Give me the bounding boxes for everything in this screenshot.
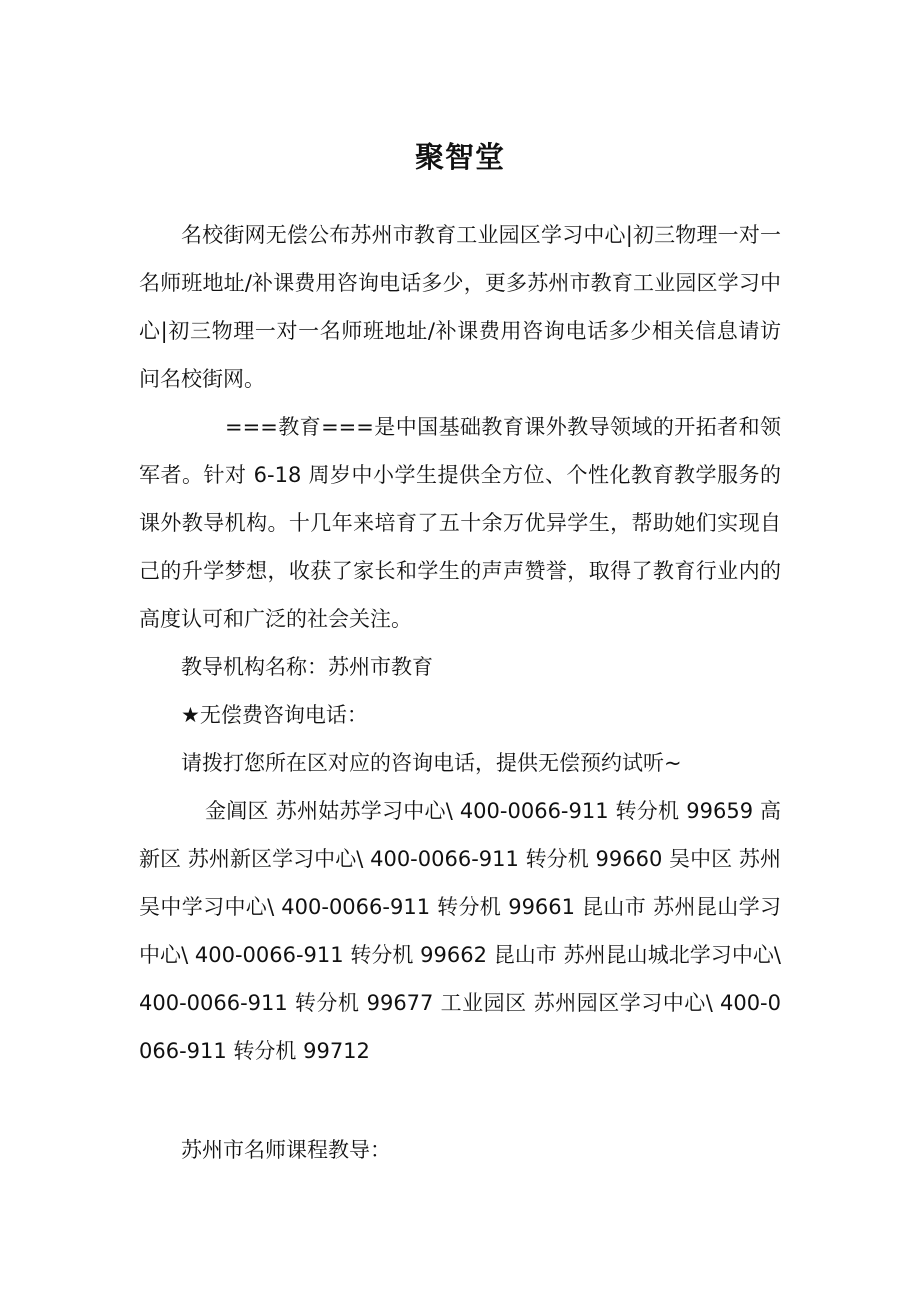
courses-heading: 苏州市名师课程教导： (181, 1138, 391, 1162)
hotline-instruction: 请拨打您所在区对应的咨询电话，提供无偿预约试听~ (181, 751, 682, 775)
about-paragraph: ===教育===是中国基础教育课外教导领域的开拓者和领军者。针对 6-18 周岁中小学生提供全方位、个性化教育教学服务的课外教导机构。十几年来培育了五十余万优异学生，帮助她们实现自己的升学梦想，收获了家长和学生的声声赞誉，取得了教育行业内的高度认可和广泛的社会关注。 (139, 415, 781, 631)
institution-name-line: 教导机构名称：苏州市教育 (181, 655, 433, 679)
intro-paragraph: 名校街网无偿公布苏州市教育工业园区学习中心|初三物理一对一名师班地址/补课费用咨询电话多少，更多苏州市教育工业园区学习中心|初三物理一对一名师班地址/补课费用咨询电话多少相关信息请访问名校街网。 (139, 223, 781, 391)
document-title: 聚智堂 (414, 140, 505, 175)
campus-phone-list: 金阊区 苏州姑苏学习中心\ 400-0066-911 转分机 99659 高新区 苏州新区学习中心\ 400-0066-911 转分机 99660 吴中区 苏州吴中学习中心\ 400-0066-911 转分机 99661 昆山市 苏州昆山学习中心\ 400-0066-911 转分机 99662 昆山市 苏州昆山城北学习中心\ 400-0066-911 转分机 99677 工业园区 苏州园区学习中心\ 400-0066-911 转分机 99712 (139, 799, 781, 1063)
hotline-heading: ★无偿费咨询电话： (181, 703, 368, 727)
